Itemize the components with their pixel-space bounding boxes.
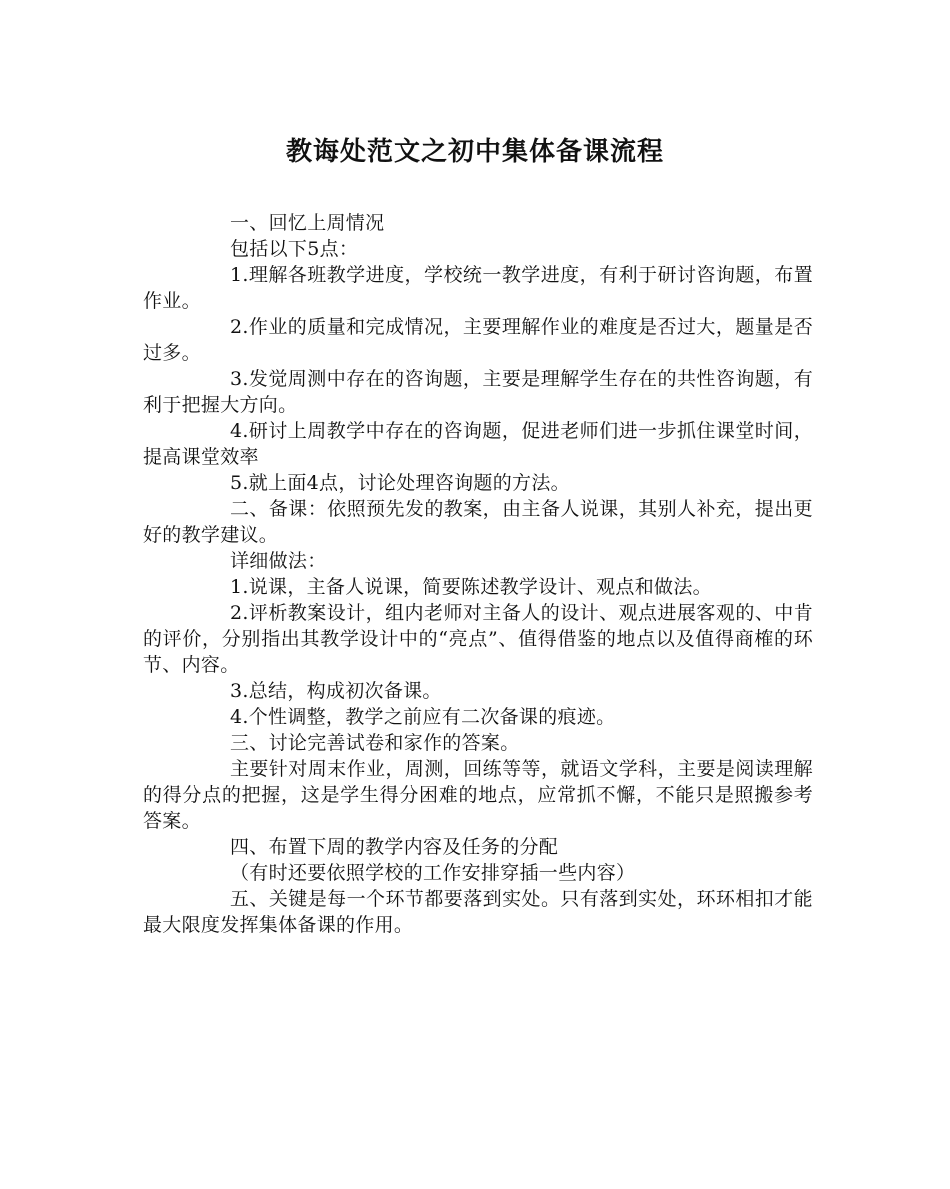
paragraph: 详细做法： bbox=[230, 550, 327, 572]
list-item: 4.个性调整，教学之前应有二次备课的痕迹。 bbox=[230, 706, 616, 728]
list-item: 5.就上面4点，讨论处理咨询题的方法。 bbox=[230, 472, 570, 494]
list-item: 4.研讨上周教学中存在的咨询题，促进老师们进一步抓住课堂时间，提高课堂效率 bbox=[143, 420, 813, 468]
list-item: 3.发觉周测中存在的咨询题，主要是理解学生存在的共性咨询题，有利于把握大方向。 bbox=[143, 368, 813, 416]
list-item: 3.总结，构成初次备课。 bbox=[230, 680, 442, 702]
document-title: 教诲处范文之初中集体备课流程 bbox=[285, 137, 664, 167]
paragraph: 包括以下5点： bbox=[230, 238, 359, 260]
list-item: 2.评析教案设计，组内老师对主备人的设计、观点进展客观的、中肯的评价，分别指出其教学设计中的“亮点”、值得借鉴的地点以及值得商榷的环节、内容。 bbox=[143, 602, 813, 676]
section-heading-review: 一、回忆上周情况 bbox=[230, 212, 385, 234]
paragraph: （有时还要依照学校的工作安排穿插一些内容） bbox=[230, 862, 636, 884]
list-item: 2.作业的质量和完成情况，主要理解作业的难度是否过大，题量是否过多。 bbox=[143, 316, 813, 364]
section-heading-answers: 三、讨论完善试卷和家作的答案。 bbox=[230, 732, 520, 754]
section-heading-key-point: 五、关键是每一个环节都要落到实处。只有落到实处，环环相扣才能最大限度发挥集体备课的作用。 bbox=[143, 888, 813, 936]
document-body bbox=[143, 210, 813, 938]
paragraph: 主要针对周末作业，周测，回练等等，就语文学科，主要是阅读理解的得分点的把握，这是学生得分困难的地点，应常抓不懈，不能只是照搬参考答案。 bbox=[143, 758, 813, 832]
section-heading-lesson-prep: 二、备课：依照预先发的教案，由主备人说课，其别人补充，提出更好的教学建议。 bbox=[143, 498, 813, 546]
list-item: 1.理解各班教学进度，学校统一教学进度，有利于研讨咨询题，布置作业。 bbox=[143, 264, 813, 312]
section-heading-assignment: 四、布置下周的教学内容及任务的分配 bbox=[230, 836, 559, 858]
list-item: 1.说课，主备人说课，简要陈述教学设计、观点和做法。 bbox=[230, 576, 712, 598]
